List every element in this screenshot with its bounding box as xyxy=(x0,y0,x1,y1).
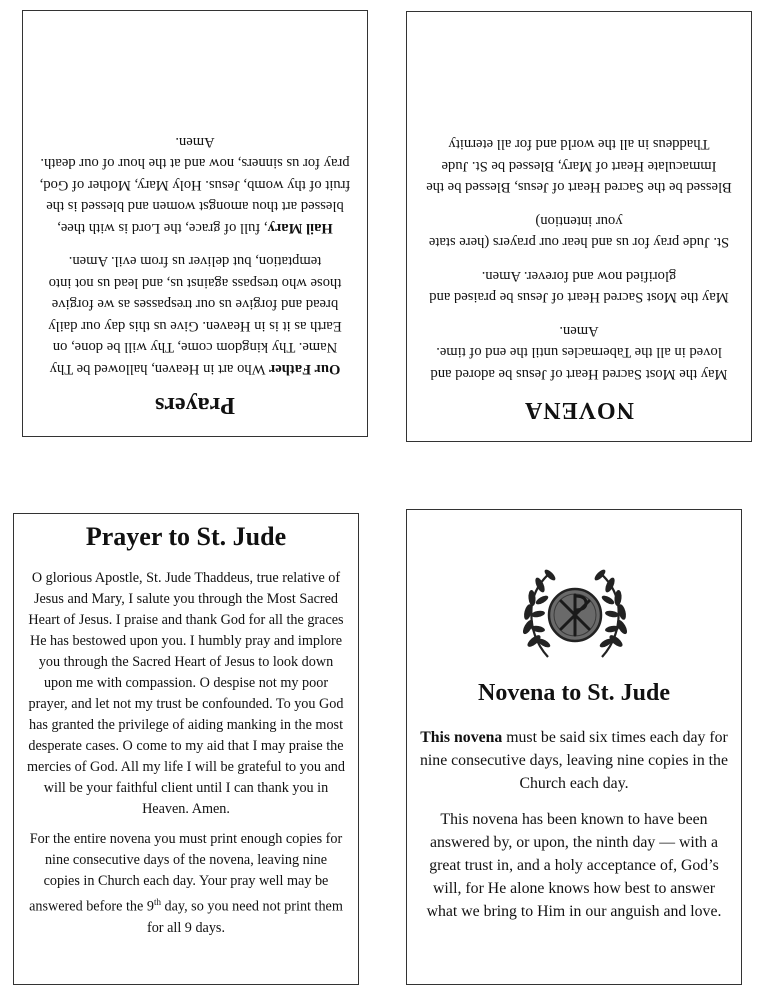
hail-mary-prayer xyxy=(39,131,351,239)
prayer-to-st-jude-paragraph: O glorious Apostle, St. Jude Thaddeus, true relative of Jesus and Mary, I salute you through the Most Sacred Heart of Jesus. I praise and thank God for all the graces He has bestowed upon you. I humbly pray and implore you through the Sacred Heart of Jesus to look down upon me with compassion. O despise not my poor prayer, and let not my trust be confounded. To you God has granted the privilege of aiding manking in the most desperate cases. O come to my aid that I may praise the mercies of God. All my life I will be grateful to you and will be your faithful client until I can thank you in Heaven. Amen. xyxy=(27,570,345,817)
novena-cover-card xyxy=(406,509,742,985)
novena-card-content xyxy=(407,12,751,441)
hail-mary-text: , full of grace, the Lord is with thee, blessed art thou amongst women and blessed is the fruit of thy womb, Jesus. Holy Mary, Mother of God, pray for us sinners, now and at the hour of our death. Amen. xyxy=(39,134,351,236)
novena-title: NOVENA xyxy=(524,397,635,423)
this-novena-lead: This novena xyxy=(420,729,503,746)
hail-mary-lead: Hail Mary xyxy=(267,220,333,236)
instructions-text-after: day, so you need not print them for all 9 days. xyxy=(146,898,343,936)
novena-cover-paragraph-1-text: must be said six times each day for nine consecutive days, leaving nine copies in the Church each day. xyxy=(420,729,728,792)
prayer-to-st-jude-content xyxy=(14,514,358,984)
prayers-card-content xyxy=(23,11,367,436)
ordinal-suffix: th xyxy=(153,897,161,907)
novena-card xyxy=(406,11,752,442)
novena-cover-paragraph-1 xyxy=(419,726,729,795)
chi-rho-laurel-emblem-icon xyxy=(510,565,640,665)
our-father-text: Who art in Heaven, hallowed be Thy Name. Thy kingdom come, Thy will be done, on Earth as it is in Heaven. Give us this day our daily bread and forgive us our trespasses as we forgive those who trespass against us, and lead us not into temptation, but deliver us from evil. Amen. xyxy=(48,253,342,377)
our-father-prayer xyxy=(39,250,351,379)
novena-paragraph-4: Blessed be the Sacred Heart of Jesus, Blessed be the Immaculate Heart of Mary, Blessed be St. Jude Thaddeus in all the world and for all eternity xyxy=(426,136,732,196)
prayers-card xyxy=(22,10,368,437)
novena-instructions-paragraph xyxy=(26,829,346,939)
novena-paragraph-3: St. Jude pray for us and hear our prayers (here state your intention) xyxy=(428,213,730,251)
novena-paragraph-2: May the Most Sacred Heart of Jesus be praised and glorified now and forever. Amen. xyxy=(429,268,729,306)
prayer-to-st-jude-title: Prayer to St. Jude xyxy=(85,522,287,551)
novena-cover-body xyxy=(419,726,729,936)
novena-paragraph-1: May the Most Sacred Heart of Jesus be adored and loved in all the Tabernacles until the end of time. Amen. xyxy=(430,323,728,382)
prayer-to-st-jude-card xyxy=(13,513,359,985)
novena-to-st-jude-title: Novena to St. Jude xyxy=(477,680,670,706)
prayers-title: Prayers xyxy=(155,392,235,418)
instructions-text-before: For the entire novena you must print enough copies for nine consecutive days of the novena, leaving nine copies in Church each day. Your pray well may be answered before the 9 xyxy=(29,831,343,915)
novena-cover-paragraph-2: This novena has been known to have been answered by, or upon, the ninth day — with a great trust in, and a holy acceptance of, God’s will, for He alone knows how best to answer what we bring to Him in our anguish and love. xyxy=(426,811,722,920)
our-father-lead: Our Father xyxy=(268,361,341,377)
